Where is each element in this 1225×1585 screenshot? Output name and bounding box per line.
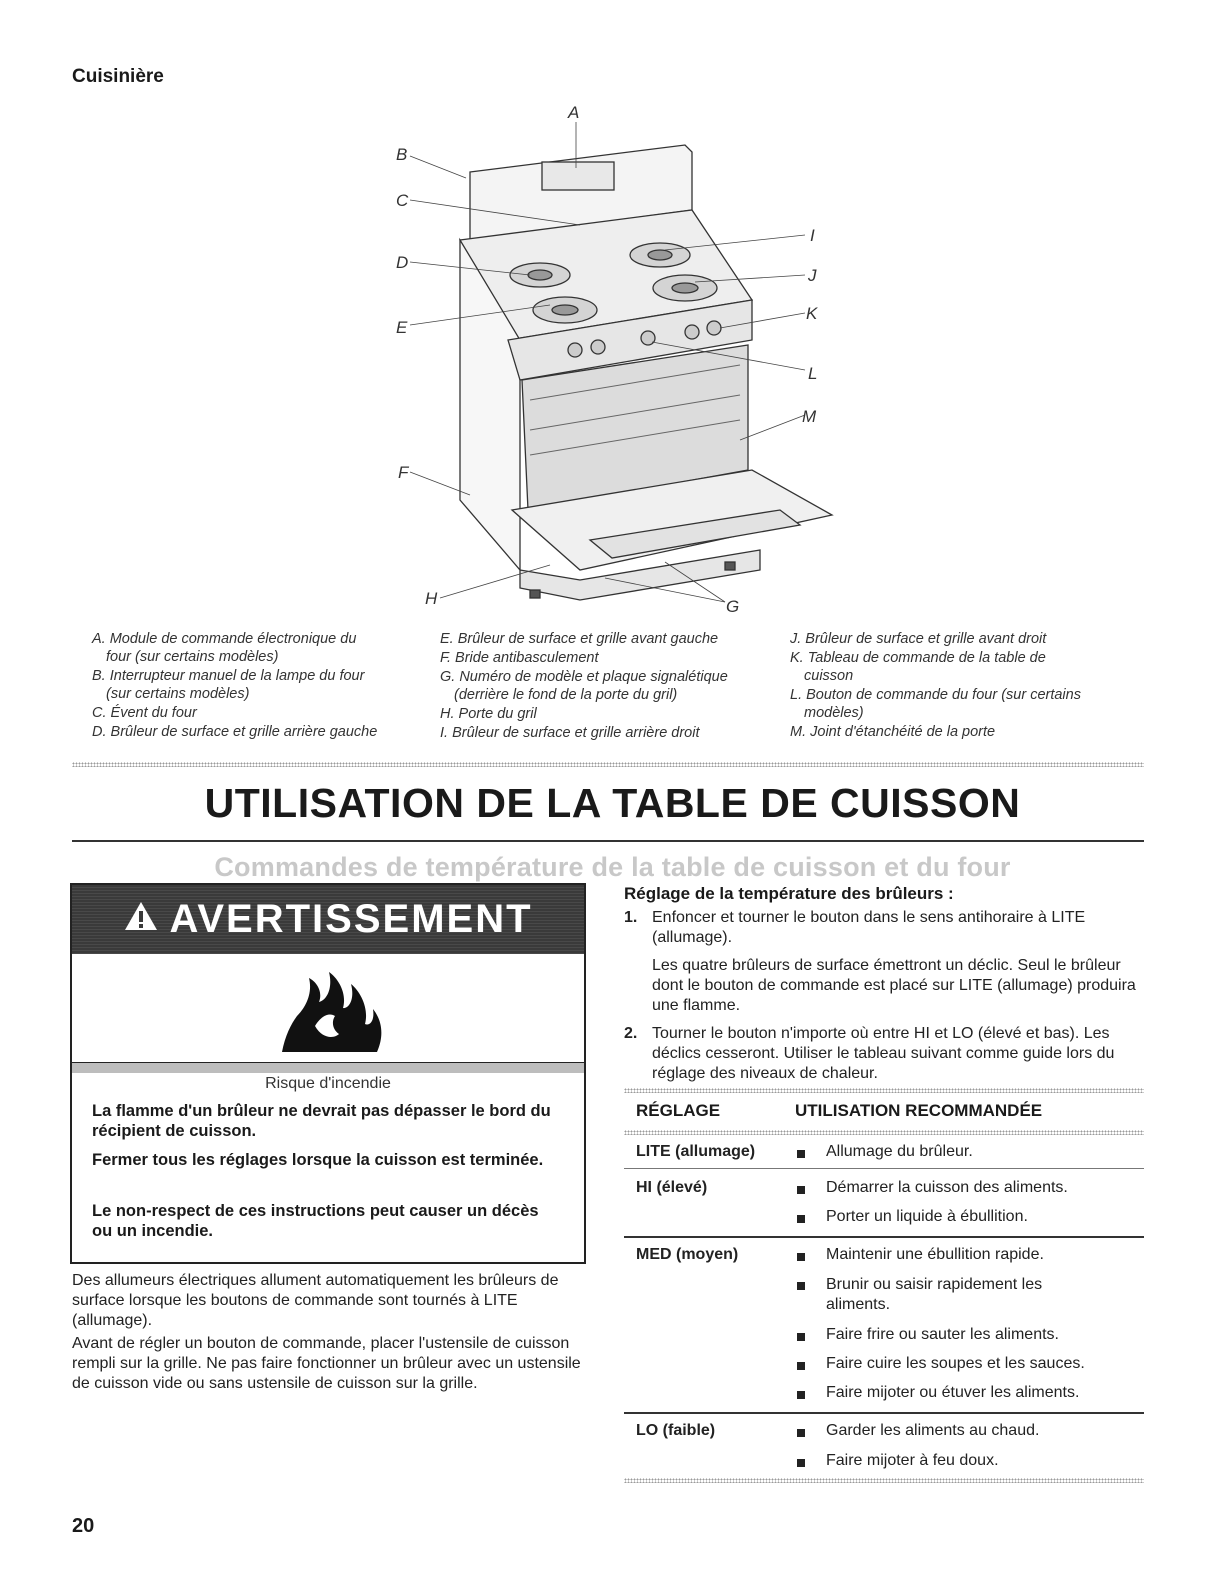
page-number: 20: [72, 1515, 95, 1537]
section-label: Cuisinière: [72, 66, 164, 87]
diagram-label-d: D: [396, 253, 409, 272]
warning-heading: AVERTISSEMENT: [169, 897, 533, 941]
legend-item: G. Numéro de modèle et plaque signalétique (derrière le fond de la porte du gril): [440, 669, 728, 703]
table-cell-use: Maintenir une ébullition rapide.: [826, 1246, 1044, 1263]
warning-triangle-icon: [123, 897, 159, 942]
diagram-label-f: F: [398, 463, 409, 482]
table-header-setting: RÉGLAGE: [636, 1101, 721, 1120]
table-header-use: UTILISATION RECOMMANDÉE: [795, 1101, 1043, 1120]
table-cell-use: Porter un liquide à ébullition.: [826, 1208, 1028, 1225]
legend-item: E. Brûleur de surface et grille avant gauche: [440, 631, 719, 647]
bullet-icon: [797, 1333, 805, 1341]
warning-text: Le non-respect de ces instructions peut causer un décès ou un incendie.: [92, 1202, 539, 1240]
warning-header: [72, 885, 584, 954]
diagram-label-c: C: [396, 191, 409, 210]
burner-steps: [624, 884, 1144, 1084]
warning-text: La flamme d'un brûleur ne devrait pas dépasser le bord du récipient de cuisson.: [92, 1102, 551, 1140]
table-cell-setting: LO (faible): [636, 1422, 716, 1439]
diagram-label-b: B: [396, 145, 408, 164]
bullet-icon: [797, 1150, 805, 1158]
bullet-icon: [797, 1362, 805, 1370]
table-cell-use: Allumage du brûleur.: [826, 1143, 973, 1160]
range-diagram: [380, 100, 840, 620]
bullet-icon: [797, 1459, 805, 1467]
table-cell-use: Faire mijoter ou étuver les aliments.: [826, 1384, 1080, 1401]
table-header-rule: [624, 1130, 1144, 1135]
legend-column-2: [440, 630, 780, 743]
table-bottom-rule: [624, 1478, 1144, 1483]
diagram-label-l: L: [808, 364, 818, 383]
diagram-label-g: G: [726, 597, 740, 616]
bullet-icon: [797, 1429, 805, 1437]
legend-item: C. Évent du four: [92, 705, 197, 721]
steps-heading: Réglage de la température des brûleurs :: [624, 884, 954, 903]
table-cell-use: Brunir ou saisir rapidement les aliments.: [826, 1276, 1043, 1313]
table-top-rule: [624, 1088, 1144, 1093]
legend-item: K. Tableau de commande de la table de cuisson: [790, 650, 1046, 684]
paragraph: Des allumeurs électriques allument automatiquement les brûleurs de surface lorsque les boutons de commande sont tournés à LITE (allumage).: [72, 1272, 559, 1329]
bullet-icon: [797, 1253, 805, 1261]
step-item: 2. Tourner le bouton n'importe où entre HI et LO (élevé et bas). Les déclics cesseront. Utiliser le tableau suivant comme guide lors du réglage des niveaux de chaleur.: [624, 1025, 1115, 1082]
legend-item: D. Brûleur de surface et grille arrière gauche: [92, 724, 378, 740]
dotted-divider: [72, 762, 1144, 767]
step-item: 1. Enfoncer et tourner le bouton dans le sens antihoraire à LITE (allumage).: [624, 909, 1086, 946]
legend-column-1: [92, 630, 422, 742]
warning-box: [70, 883, 586, 1264]
diagram-label-e: E: [396, 318, 408, 337]
paragraph: Avant de régler un bouton de commande, placer l'ustensile de cuisson rempli sur la grille. Ne pas faire fonctionner un brûleur avec un ustensile de cuisson vide ou sans ustensile de cuisson sur la grille.: [72, 1335, 581, 1392]
table-cell-setting: MED (moyen): [636, 1246, 739, 1263]
diagram-label-i: I: [810, 226, 815, 245]
bullet-icon: [797, 1186, 805, 1194]
title-rule: [72, 840, 1144, 842]
section-subtitle: Commandes de température de la table de cuisson et du four: [214, 852, 1011, 882]
diagram-label-j: J: [808, 266, 817, 285]
legend-item: F. Bride antibasculement: [440, 650, 599, 666]
diagram-label-a: A: [568, 103, 580, 122]
row-divider: [624, 1236, 1144, 1238]
step-note: Les quatre brûleurs de surface émettront un déclic. Seul le brûleur dont le bouton de commande est placé sur LITE (allumage) produira une flamme.: [652, 957, 1136, 1014]
row-divider: [624, 1168, 1144, 1169]
bullet-icon: [797, 1282, 805, 1290]
legend-item: L. Bouton de commande du four (sur certains modèles): [790, 687, 1081, 721]
fire-icon: [277, 964, 387, 1054]
legend-item: B. Interrupteur manuel de la lampe du four (sur certains modèles): [92, 668, 365, 702]
legend-item: J. Brûleur de surface et grille avant droit: [790, 631, 1047, 647]
legend-item: H. Porte du gril: [440, 706, 537, 722]
page-title: UTILISATION DE LA TABLE DE CUISSON: [204, 780, 1021, 826]
row-divider: [624, 1412, 1144, 1414]
legend-item: M. Joint d'étanchéité de la porte: [790, 724, 996, 740]
diagram-label-k: K: [806, 304, 818, 323]
table-cell-use: Faire mijoter à feu doux.: [826, 1452, 999, 1469]
table-cell-setting: HI (élevé): [636, 1179, 708, 1196]
risk-label: Risque d'incendie: [265, 1075, 391, 1092]
diagram-label-h: H: [425, 589, 438, 608]
table-cell-use: Garder les aliments au chaud.: [826, 1422, 1040, 1439]
fire-hazard-area: [72, 954, 584, 1064]
legend-item: A. Module de commande électronique du four (sur certains modèles): [92, 631, 357, 665]
table-cell-use: Faire cuire les soupes et les sauces.: [826, 1355, 1085, 1372]
legend-column-3: [790, 630, 1150, 742]
diagram-label-m: M: [802, 407, 817, 426]
bullet-icon: [797, 1215, 805, 1223]
table-cell-use: Démarrer la cuisson des aliments.: [826, 1179, 1068, 1196]
legend-item: I. Brûleur de surface et grille arrière droit: [440, 725, 700, 741]
table-cell-use: Faire frire ou sauter les aliments.: [826, 1326, 1059, 1343]
warning-band: [72, 1063, 584, 1073]
table-cell-setting: LITE (allumage): [636, 1143, 756, 1160]
bullet-icon: [797, 1391, 805, 1399]
warning-text: Fermer tous les réglages lorsque la cuisson est terminée.: [92, 1151, 544, 1169]
